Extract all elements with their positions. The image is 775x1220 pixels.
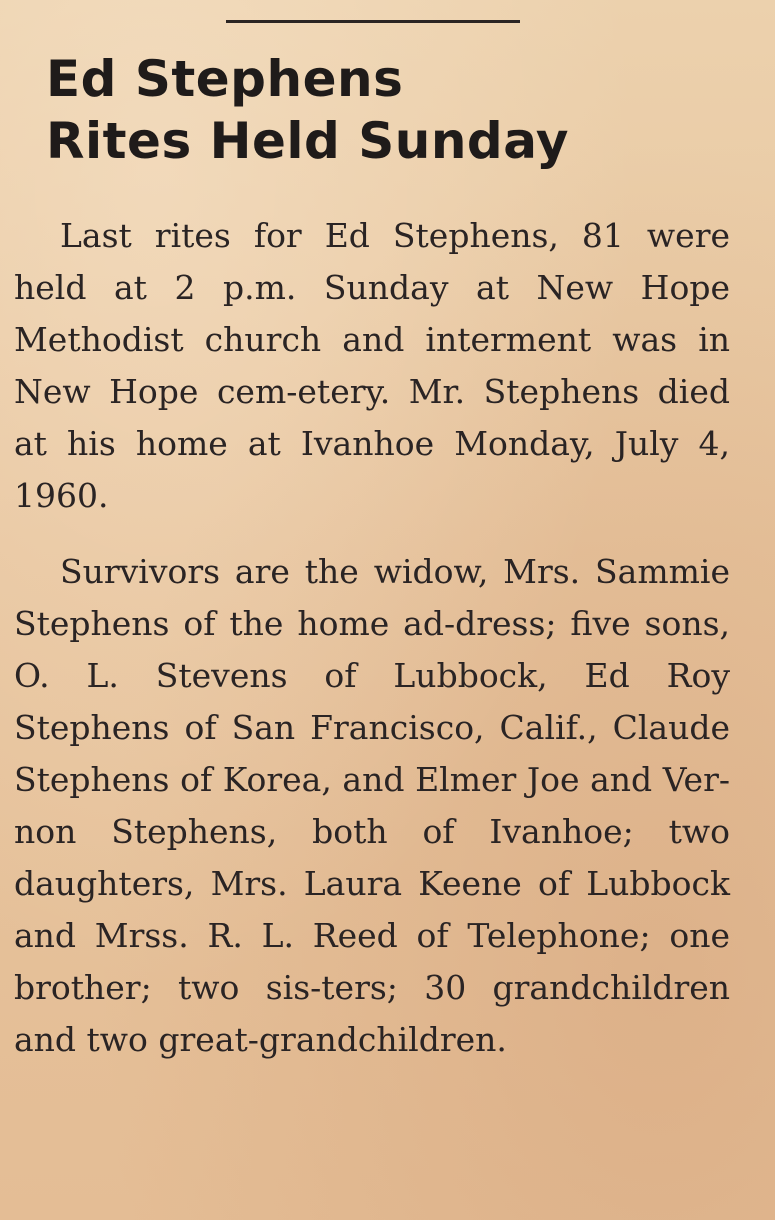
top-rule-divider <box>226 20 520 23</box>
article-body <box>14 210 730 1068</box>
headline-line-1: Ed Stephens <box>46 50 404 108</box>
headline <box>46 48 746 172</box>
headline-line-2: Rites Held Sunday <box>46 112 570 170</box>
paragraph-service: Last rites for Ed Stephens, 81 were held at 2 p.m. Sunday at New Hope Methodist church and interment was in New Hope cem-etery. Mr. Stephens died at his home at Ivanhoe Monday, July 4, 1960. <box>14 216 730 515</box>
paragraph-survivors: Survivors are the widow, Mrs. Sammie Stephens of the home ad-dress; five sons, O. L. Stevens of Lubbock, Ed Roy Stephens of San Francisco, Calif., Claude Stephens of Korea, and Elmer Joe and Ver-non Stephens, both of Ivanhoe; two daughters, Mrs. Laura Keene of Lubbock and Mrss. R. L. Reed of Telephone; one brother; two sis-ters; 30 grandchildren and two great-grandchildren. <box>14 552 730 1059</box>
